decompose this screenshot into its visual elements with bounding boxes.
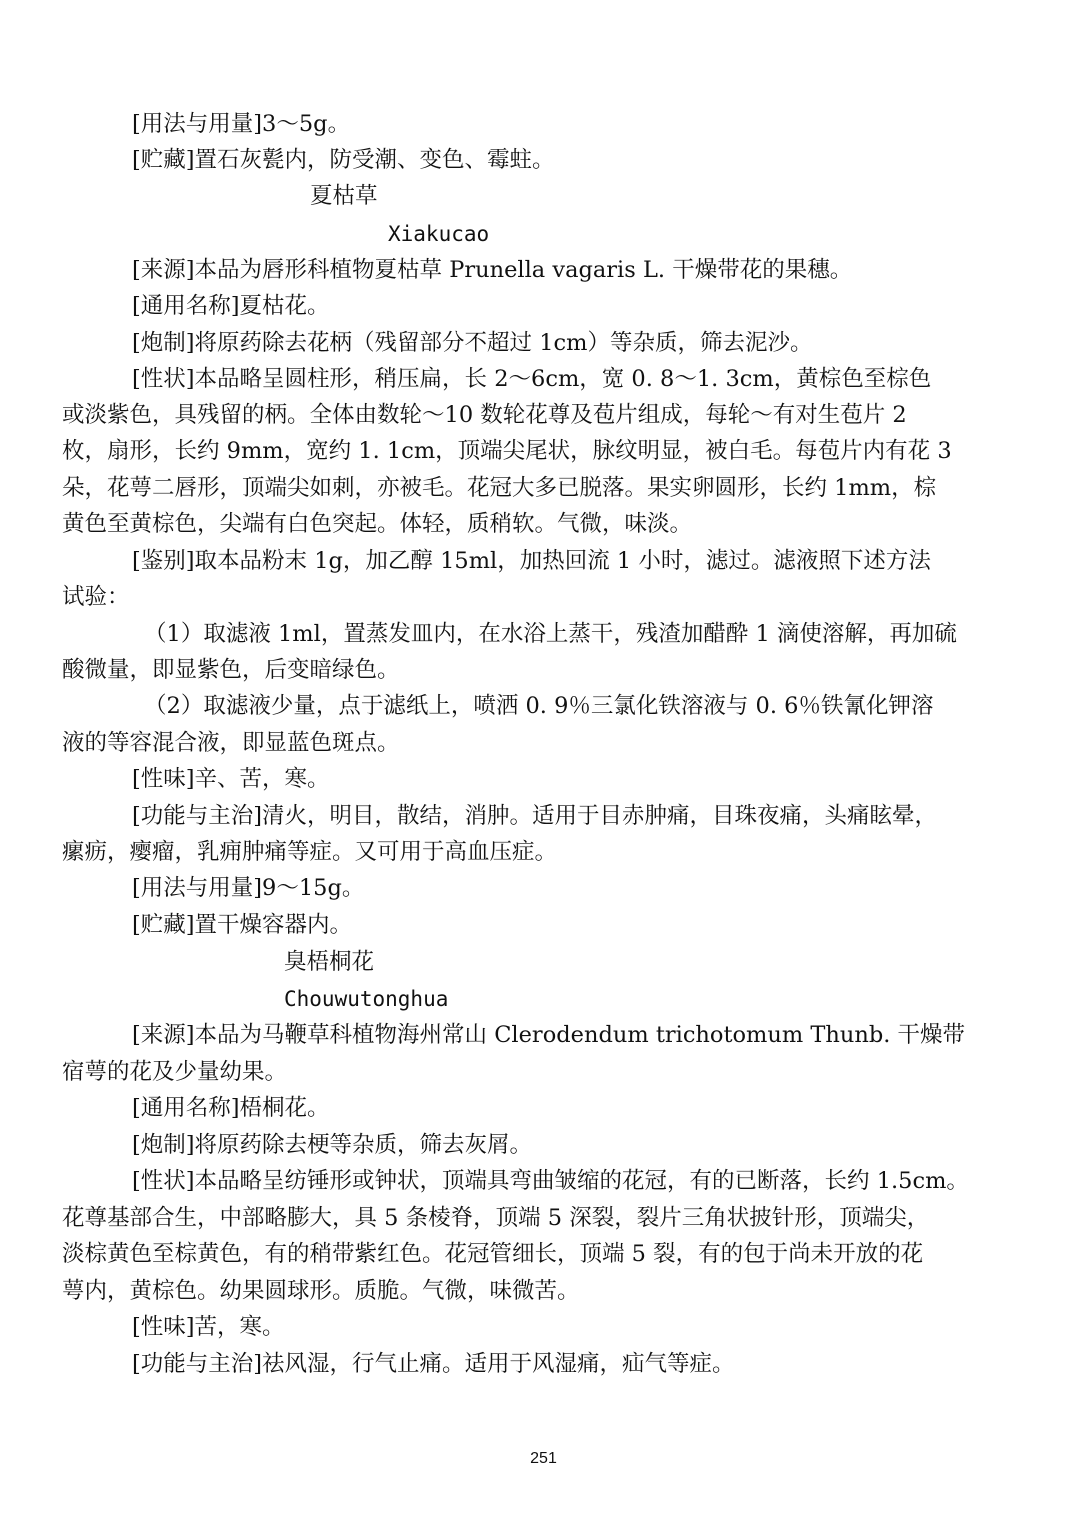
text-line: [功能与主治]祛风湿，行气止痛。适用于风湿痛，疝气等症。 xyxy=(132,1351,735,1377)
page-number: 251 xyxy=(530,1450,557,1467)
text-line: [炮制]将原药除去花柄（残留部分不超过 1cm）等杂质，筛去泥沙。 xyxy=(132,330,813,356)
text-line: 试验： xyxy=(62,584,130,610)
text-line: [性状]本品略呈圆柱形，稍压扁，长 2～6cm，宽 0. 8～1. 3cm，黄棕色至棕色 xyxy=(132,366,932,392)
text-line: 枚，扇形，长约 9mm，宽约 1. 1cm，顶端尖尾状，脉纹明显，被白毛。每苞片内有花 3 xyxy=(62,438,952,464)
text-line: 宿萼的花及少量幼果。 xyxy=(62,1059,288,1085)
text-line: [通用名称]梧桐花。 xyxy=(132,1095,330,1121)
entry-title: 臭梧桐花 xyxy=(284,949,375,975)
text-line: [性味]辛、苦，寒。 xyxy=(132,766,330,792)
text-line: （1）取滤液 1ml，置蒸发皿内，在水浴上蒸干，残渣加醋酔 1 滴使溶解，再加硫 xyxy=(144,621,957,647)
text-line: [功能与主治]清火，明目，散结，消肿。适用于目赤肿痛，目珠夜痛，头痛眩晕， xyxy=(132,803,938,829)
text-line: 淡棕黄色至棕黄色，有的稍带紫红色。花冠管细长，顶端 5 裂，有的包于尚未开放的花 xyxy=(62,1241,924,1267)
text-line: （2）取滤液少量，点于滤纸上，喷洒 0. 9％三氯化铁溶液与 0. 6％铁氰化钾溶 xyxy=(144,693,934,719)
text-line: [贮藏]置石灰甏内，防受潮、变色、霉蛀。 xyxy=(132,147,555,173)
text-line: [用法与用量]9～15g。 xyxy=(132,875,365,901)
text-line: 黄色至黄棕色，尖端有白色突起。体轻，质稍软。气微，味淡。 xyxy=(62,511,693,537)
text-line: 萼内，黄棕色。幼果圆球形。质脆。气微，味微苦。 xyxy=(62,1278,580,1304)
text-line: [通用名称]夏枯花。 xyxy=(132,293,330,319)
text-line: 瘰疬，瘿瘤，乳痈肿痛等症。又可用于高血压症。 xyxy=(62,839,558,865)
text-line: [来源]本品为马鞭草科植物海州常山 Clerodendum trichotomum Thunb. 干燥带 xyxy=(132,1022,966,1048)
text-line: [炮制]将原药除去梗等杂质，筛去灰屑。 xyxy=(132,1132,533,1158)
entry-title: 夏枯草 xyxy=(310,183,378,209)
text-line: [性状]本品略呈纺锤形或钟状，顶端具弯曲皱缩的花冠，有的已断落，长约 1.5cm。 xyxy=(132,1168,969,1194)
text-line: [性味]苦，寒。 xyxy=(132,1314,285,1340)
entry-pinyin: Xiakucao xyxy=(388,222,490,246)
text-line: 朵，花萼二唇形，顶端尖如刺，亦被毛。花冠大多已脱落。果实卵圆形，长约 1mm，棕 xyxy=(62,475,937,501)
text-line: [贮藏]置干燥容器内。 xyxy=(132,912,353,938)
text-line: [用法与用量]3～5g。 xyxy=(132,111,351,137)
text-line: [来源]本品为唇形科植物夏枯草 Prunella vagaris L. 干燥带花的果穗。 xyxy=(132,257,853,283)
text-line: [鉴别]取本品粉末 1g，加乙醇 15ml，加热回流 1 小时，滤过。滤液照下述方法 xyxy=(132,548,931,574)
text-line: 液的等容混合液，即显蓝色斑点。 xyxy=(62,730,400,756)
text-line: 或淡紫色，具残留的柄。全体由数轮～10 数轮花尊及苞片组成，每轮～有对生苞片 2 xyxy=(62,402,907,428)
text-line: 酸微量，即显紫色，后变暗绿色。 xyxy=(62,657,400,683)
entry-pinyin: Chouwutonghua xyxy=(284,987,449,1011)
text-line: 花尊基部合生，中部略膨大，具 5 条棱脊，顶端 5 深裂，裂片三角状披针形，顶端尖， xyxy=(62,1205,930,1231)
